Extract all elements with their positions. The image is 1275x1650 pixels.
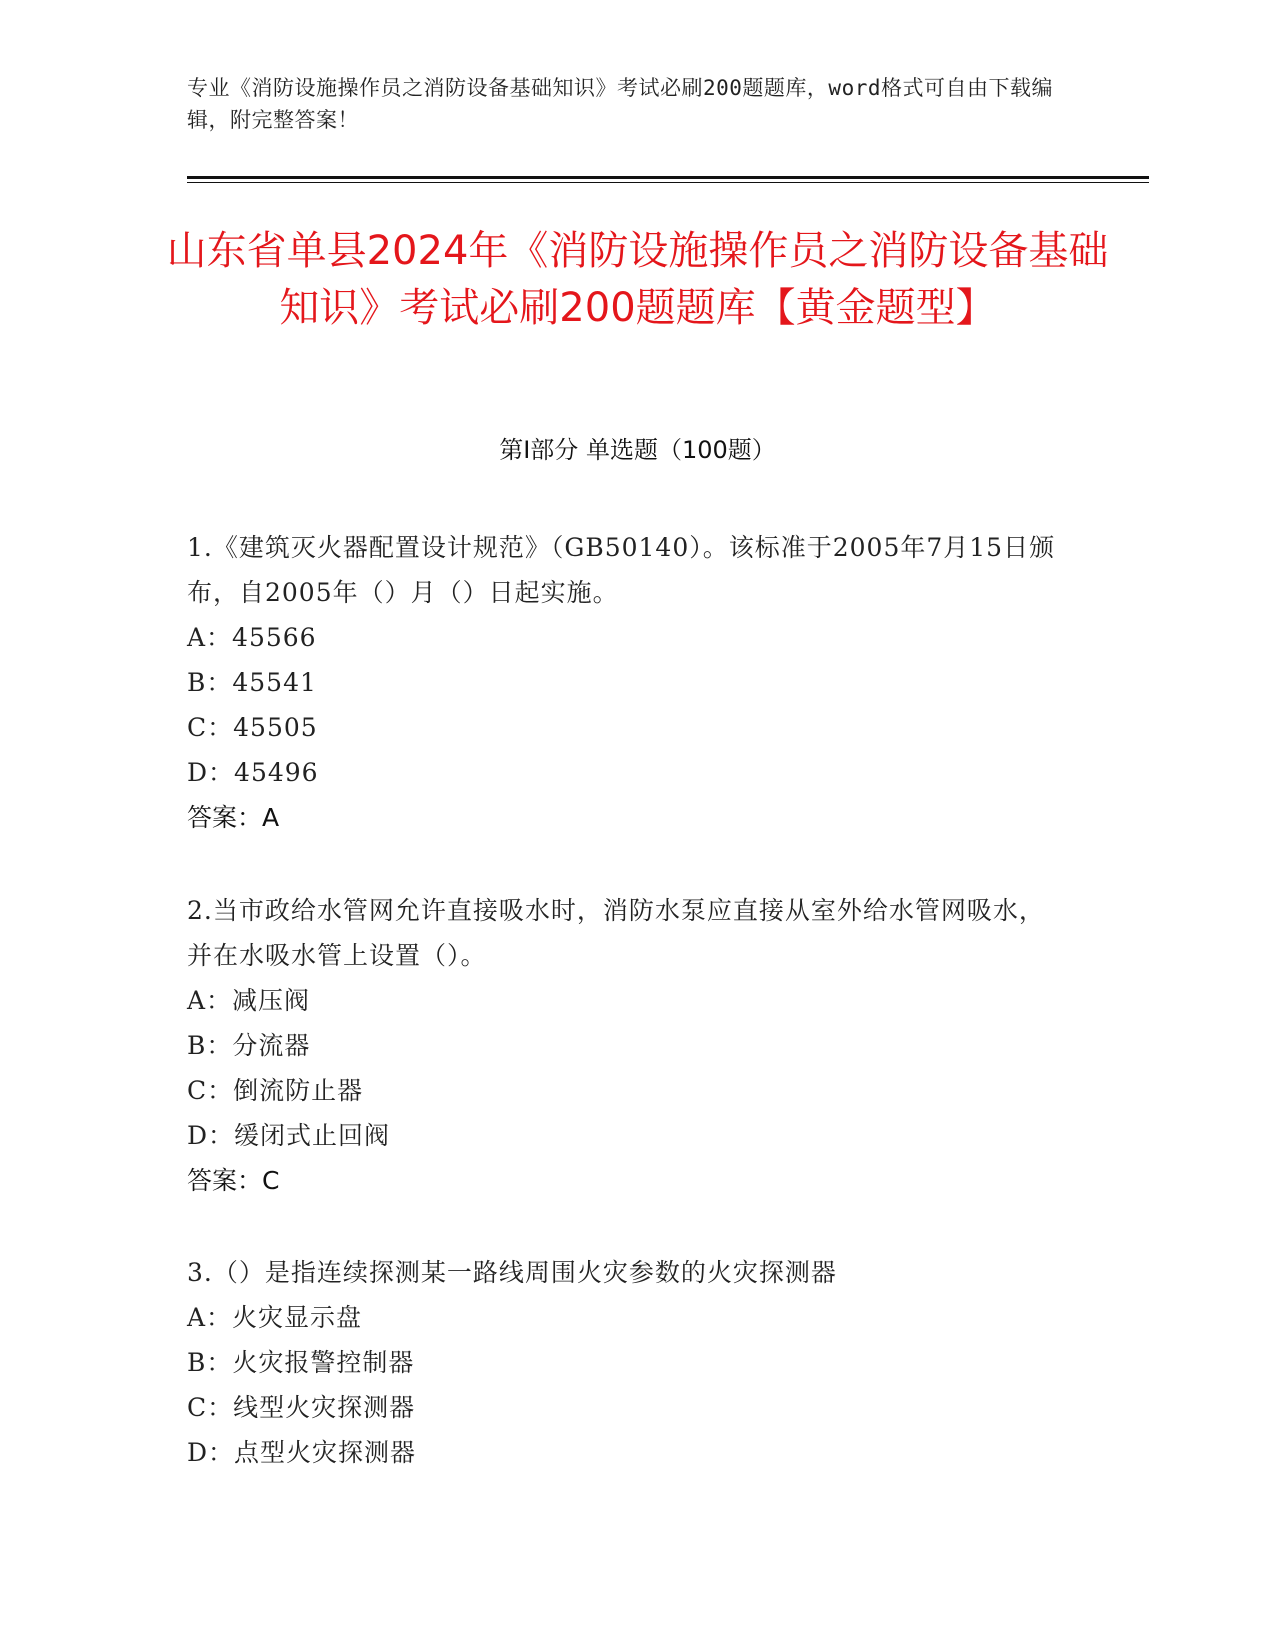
- option-b: B：分流器: [187, 1031, 311, 1060]
- question-1: [187, 525, 1067, 840]
- answer: 答案：A: [187, 803, 280, 832]
- option-a: A：减压阀: [187, 986, 311, 1015]
- option-d: D：缓闭式止回阀: [187, 1121, 391, 1150]
- answer: 答案：C: [187, 1166, 280, 1195]
- question-stem: 1.《建筑灭火器配置设计规范》（GB50140）。该标准于2005年7月15日颁布，自2005年（）月（）日起实施。: [187, 533, 1056, 607]
- question-3: [187, 1250, 1067, 1475]
- option-a: A：45566: [187, 623, 317, 652]
- option-b: B：火灾报警控制器: [187, 1348, 415, 1377]
- option-a: A：火灾显示盘: [187, 1303, 363, 1332]
- option-d: D：45496: [187, 758, 319, 787]
- section-heading: 第Ⅰ部分 单选题（100题）: [499, 436, 776, 464]
- header-note: 专业《消防设施操作员之消防设备基础知识》考试必刷200题题库，word格式可自由下载编辑，附完整答案！: [187, 76, 1053, 132]
- header-divider-thick: [187, 176, 1149, 179]
- header-divider-thin: [187, 182, 1149, 183]
- question-stem: 2.当市政给水管网允许直接吸水时，消防水泵应直接从室外给水管网吸水，并在水吸水管上设置（）。: [187, 896, 1045, 970]
- option-c: C：线型火灾探测器: [187, 1393, 416, 1422]
- option-d: D：点型火灾探测器: [187, 1438, 417, 1467]
- question-2: [187, 888, 1067, 1203]
- option-c: C：倒流防止器: [187, 1076, 364, 1105]
- question-stem: 3.（）是指连续探测某一路线周围火灾参数的火灾探测器: [187, 1258, 837, 1287]
- option-b: B：45541: [187, 668, 317, 697]
- option-c: C：45505: [187, 713, 318, 742]
- document-title: 山东省单县2024年《消防设施操作员之消防设备基础知识》考试必刷200题题库【黄金题型】: [166, 228, 1109, 331]
